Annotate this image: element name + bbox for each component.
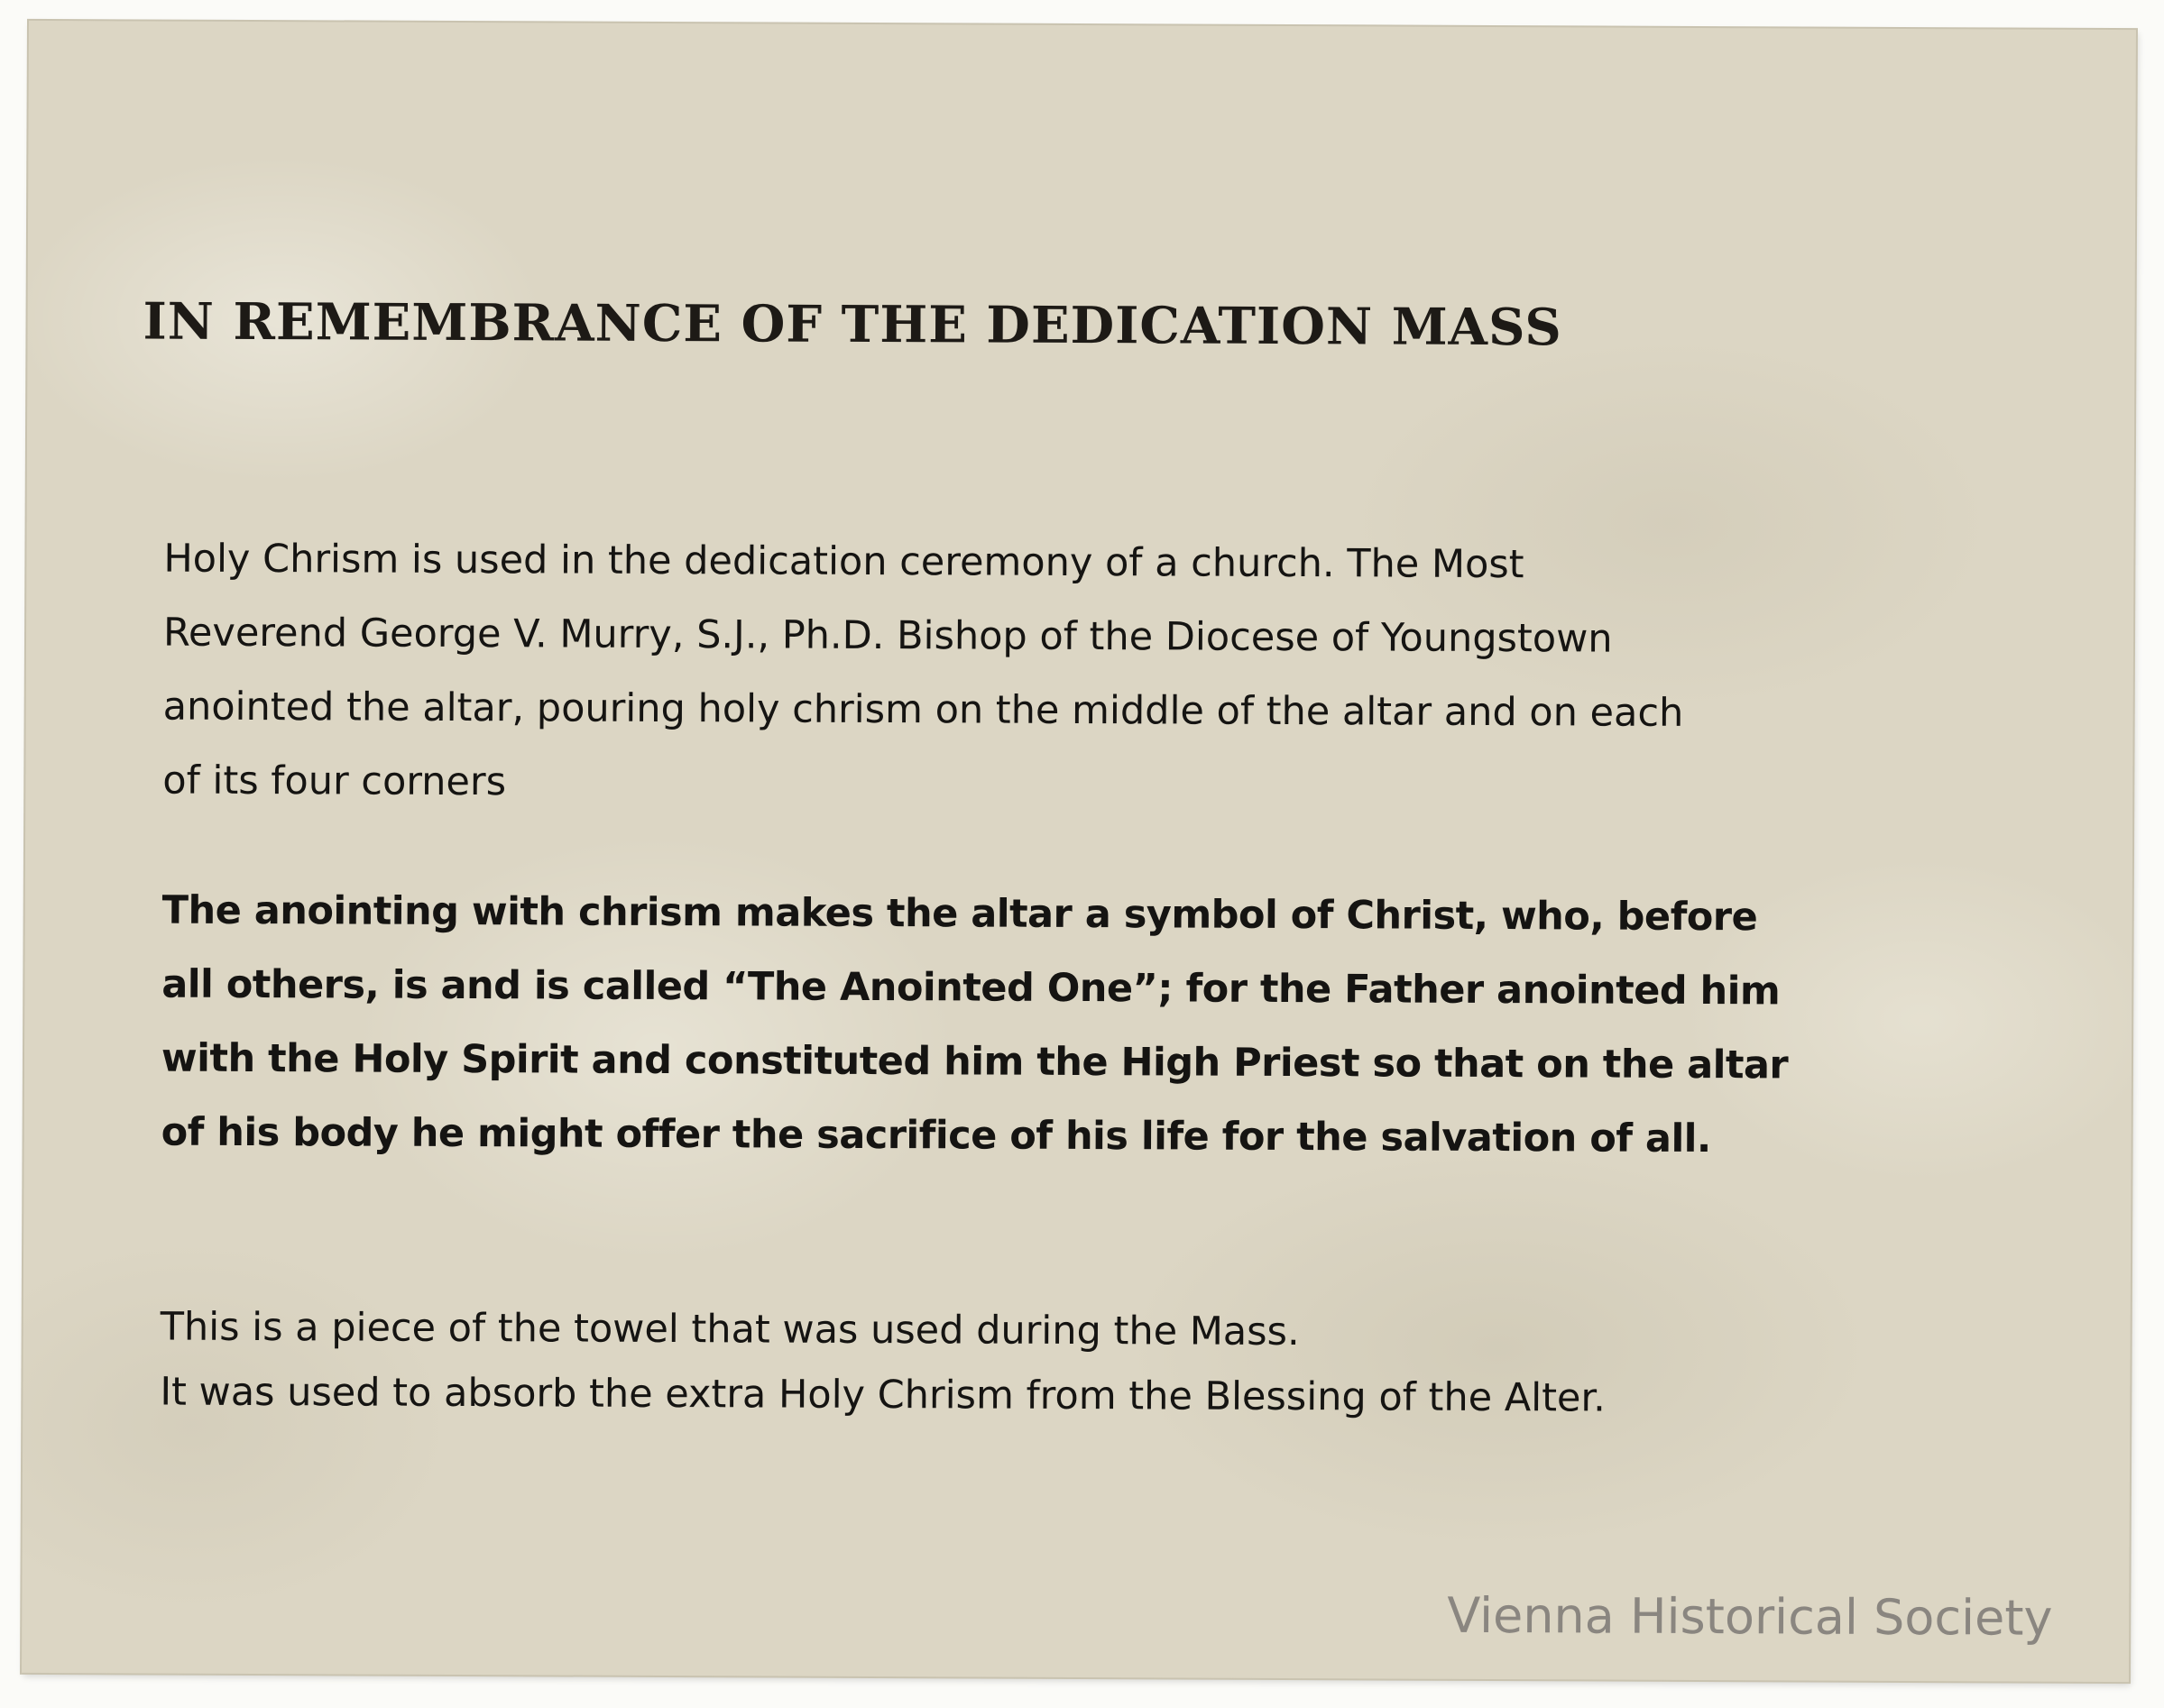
text-line: of his body he might offer the sacrifice of his life for the salvation of all. xyxy=(161,1109,1711,1162)
card-title: IN REMEMBRANCE OF THE DEDICATION MASS xyxy=(143,291,1562,358)
text-line: anointed the altar, pouring holy chrism on the middle of the altar and on each xyxy=(162,684,1684,736)
text-line: Holy Chrism is used in the dedication ceremony of a church. The Most xyxy=(163,536,1524,588)
paragraph-towel xyxy=(160,1295,1947,1433)
watermark: Vienna Historical Society xyxy=(1447,1586,2053,1647)
text-line: It was used to absorb the extra Holy Chrism from the Blessing of the Alter. xyxy=(160,1369,1606,1421)
text-line: all others, is and is called “The Anointed One”; for the Father anointed him xyxy=(161,961,1781,1015)
text-line: The anointing with chrism makes the altar a symbol of Christ, who, before xyxy=(161,887,1758,941)
text-line: of its four corners xyxy=(162,758,507,805)
remembrance-card xyxy=(22,21,2136,1682)
text-line: Reverend George V. Murry, S.J., Ph.D. Bishop of the Diocese of Youngstown xyxy=(162,610,1613,662)
text-line: with the Holy Spirit and constituted him the High Priest so that on the altar xyxy=(161,1035,1789,1088)
text-line: This is a piece of the towel that was used during the Mass. xyxy=(160,1304,1300,1355)
paragraph-holy-chrism xyxy=(162,522,1949,826)
paragraph-anointing xyxy=(161,874,1948,1178)
